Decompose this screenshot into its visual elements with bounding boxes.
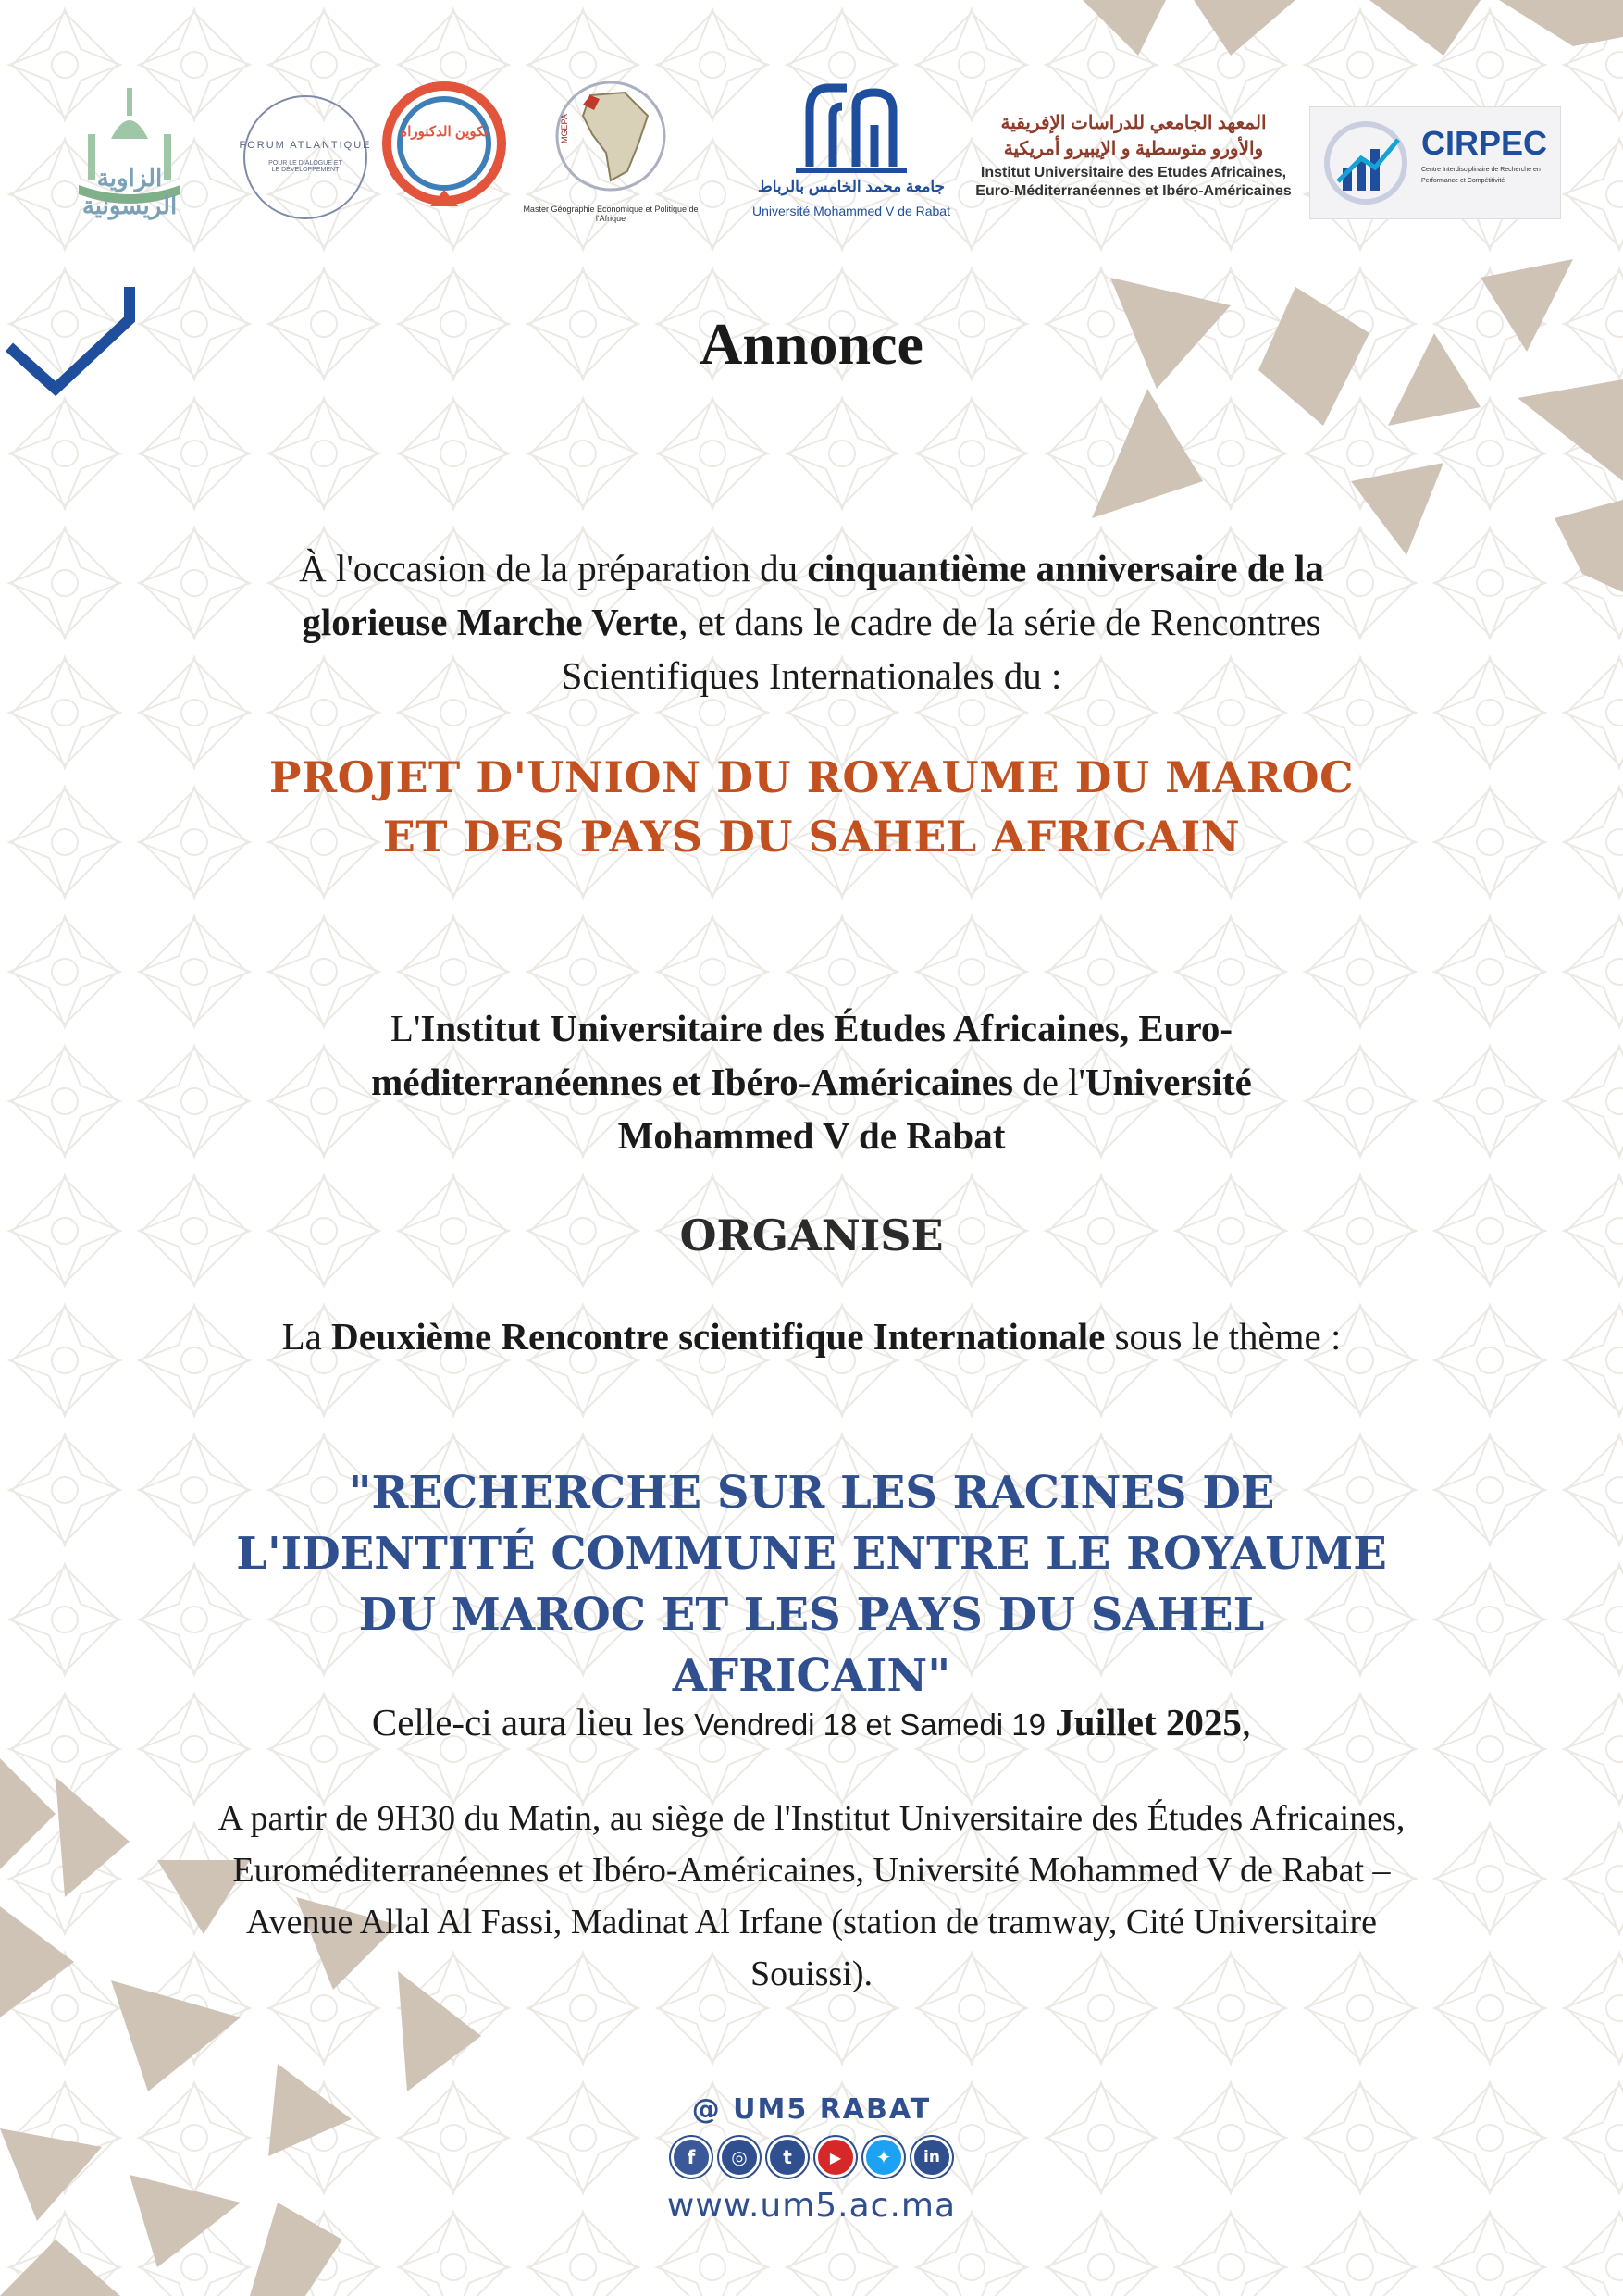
forum-circle-icon xyxy=(236,88,375,227)
growth-chart-icon xyxy=(1319,117,1412,209)
mgepa-logo-title: MGEPA xyxy=(560,114,569,143)
footer xyxy=(626,2093,997,2225)
forum-atlantique-title: FORUM ATLANTIQUE xyxy=(239,140,372,151)
um5-emblem-icon xyxy=(745,74,958,176)
intro-text-2: , et dans le cadre de la série de Rencontres Scientifiques Internationales du : xyxy=(561,601,1321,697)
project-title: PROJET D'UNION DU ROYAUME DU MAROC ET DES PAYS DU SAHEL AFRICAIN xyxy=(268,752,1355,862)
institut-logo-french-2: Euro-Méditerranéennes et Ibéro-Américaines xyxy=(975,183,1292,199)
doctorat-logo-text: تكوين الدكتوراه xyxy=(400,124,489,140)
social-icons xyxy=(626,2137,997,2178)
institute-bold-2: Université Mohammed V de Rabat xyxy=(617,1061,1252,1157)
institut-logo-french-1: Institut Universitaire des Etudes Africaines, xyxy=(980,165,1287,180)
forum-atlantique-logo xyxy=(236,88,375,227)
zaouia-logo xyxy=(60,83,199,222)
page-title: Annonce xyxy=(700,311,923,377)
institut-logo-arabic-2: والأورو متوسطية و الإيبيرو أمريكية xyxy=(1003,139,1264,159)
dates-text-1: Celle-ci aura lieu les xyxy=(371,1701,695,1744)
rencontre-paragraph xyxy=(185,1309,1438,1363)
institute-text-2: de l' xyxy=(1012,1061,1085,1103)
mgepa-logo xyxy=(518,79,703,236)
youtube-icon[interactable]: ▶ xyxy=(815,2137,856,2178)
doctorat-logo xyxy=(375,79,514,217)
um5-logo xyxy=(745,74,958,231)
doctorat-badge-icon xyxy=(375,79,514,217)
intro-paragraph xyxy=(185,541,1438,702)
intro-text-1: À l'occasion de la préparation du xyxy=(299,547,808,590)
um5-logo-french: Université Mohammed V de Rabat xyxy=(752,204,950,218)
social-handle: @ UM5 RABAT xyxy=(691,2093,932,2126)
rencontre-text-1: La xyxy=(281,1315,332,1358)
institute-bold-1: Institut Universitaire des Études Africaines, Euro-méditerranéennes et Ibéro-Américaines xyxy=(371,1007,1233,1103)
institute-text-1: L' xyxy=(390,1007,421,1049)
cirpec-logo xyxy=(1309,106,1561,219)
cirpec-logo-subtitle-1: Centre Interdisciplinaire de Recherche en xyxy=(1421,167,1541,173)
rencontre-bold-1: Deuxième Rencontre scientifique Internationale xyxy=(331,1315,1106,1358)
zaouia-logo-text: الزاوية الريسونية xyxy=(81,165,178,220)
forum-atlantique-subtitle: POUR LE DIALOGUE ET LE DÉVELOPPEMENT xyxy=(268,160,342,173)
website-link[interactable]: www.um5.ac.ma xyxy=(666,2187,957,2225)
dates-month-year: Juillet 2025 xyxy=(1046,1701,1242,1744)
dates-line xyxy=(185,1695,1438,1752)
organise-heading: ORGANISE xyxy=(679,1210,944,1260)
institut-logo-arabic-1: المعهد الجامعي للدراسات الإفريقية xyxy=(1000,113,1267,133)
location-paragraph: A partir de 9H30 du Matin, au siège de l'Institut Universitaire des Études Africaines, Euroméditerranéennes et Ibéro-Américaines, Université Mohammed V de Rabat – Avenue Allal Al Fassi, Madinat Al Irfane (station de tramway, Cité Universitaire Souissi). xyxy=(217,1799,1406,1993)
linkedin-icon[interactable]: in xyxy=(911,2137,952,2178)
um5-logo-arabic: جامعة محمد الخامس بالرباط xyxy=(757,178,946,195)
institute-paragraph xyxy=(185,1001,1438,1162)
instagram-icon[interactable]: ◎ xyxy=(719,2137,760,2178)
mgepa-logo-subtitle: Master Géographie Économique et Politique de l'Afrique xyxy=(523,205,699,223)
rencontre-text-2: sous le thème : xyxy=(1105,1315,1342,1358)
cirpec-logo-title: CIRPEC xyxy=(1421,124,1548,162)
theme-title: "RECHERCHE SUR LES RACINES DE L'IDENTITÉ COMMUNE ENTRE LE ROYAUME DU MAROC ET LES PAYS DU SAHEL AFRICAIN" xyxy=(236,1467,1387,1702)
tumblr-icon[interactable]: t xyxy=(767,2137,808,2178)
intro-bold-1: cinquantième anniversaire de la glorieuse Marche Verte xyxy=(302,547,1324,643)
institut-logo xyxy=(962,111,1305,213)
cirpec-logo-subtitle-2: Performance et Compétitivité xyxy=(1421,178,1505,184)
twitter-icon[interactable]: ✦ xyxy=(863,2137,904,2178)
partner-logos xyxy=(37,65,1592,231)
dates-days: Vendredi 18 et Samedi 19 xyxy=(694,1707,1047,1742)
facebook-icon[interactable]: f xyxy=(671,2137,712,2178)
africa-map-icon xyxy=(518,79,703,199)
dates-text-2: , xyxy=(1241,1701,1252,1744)
